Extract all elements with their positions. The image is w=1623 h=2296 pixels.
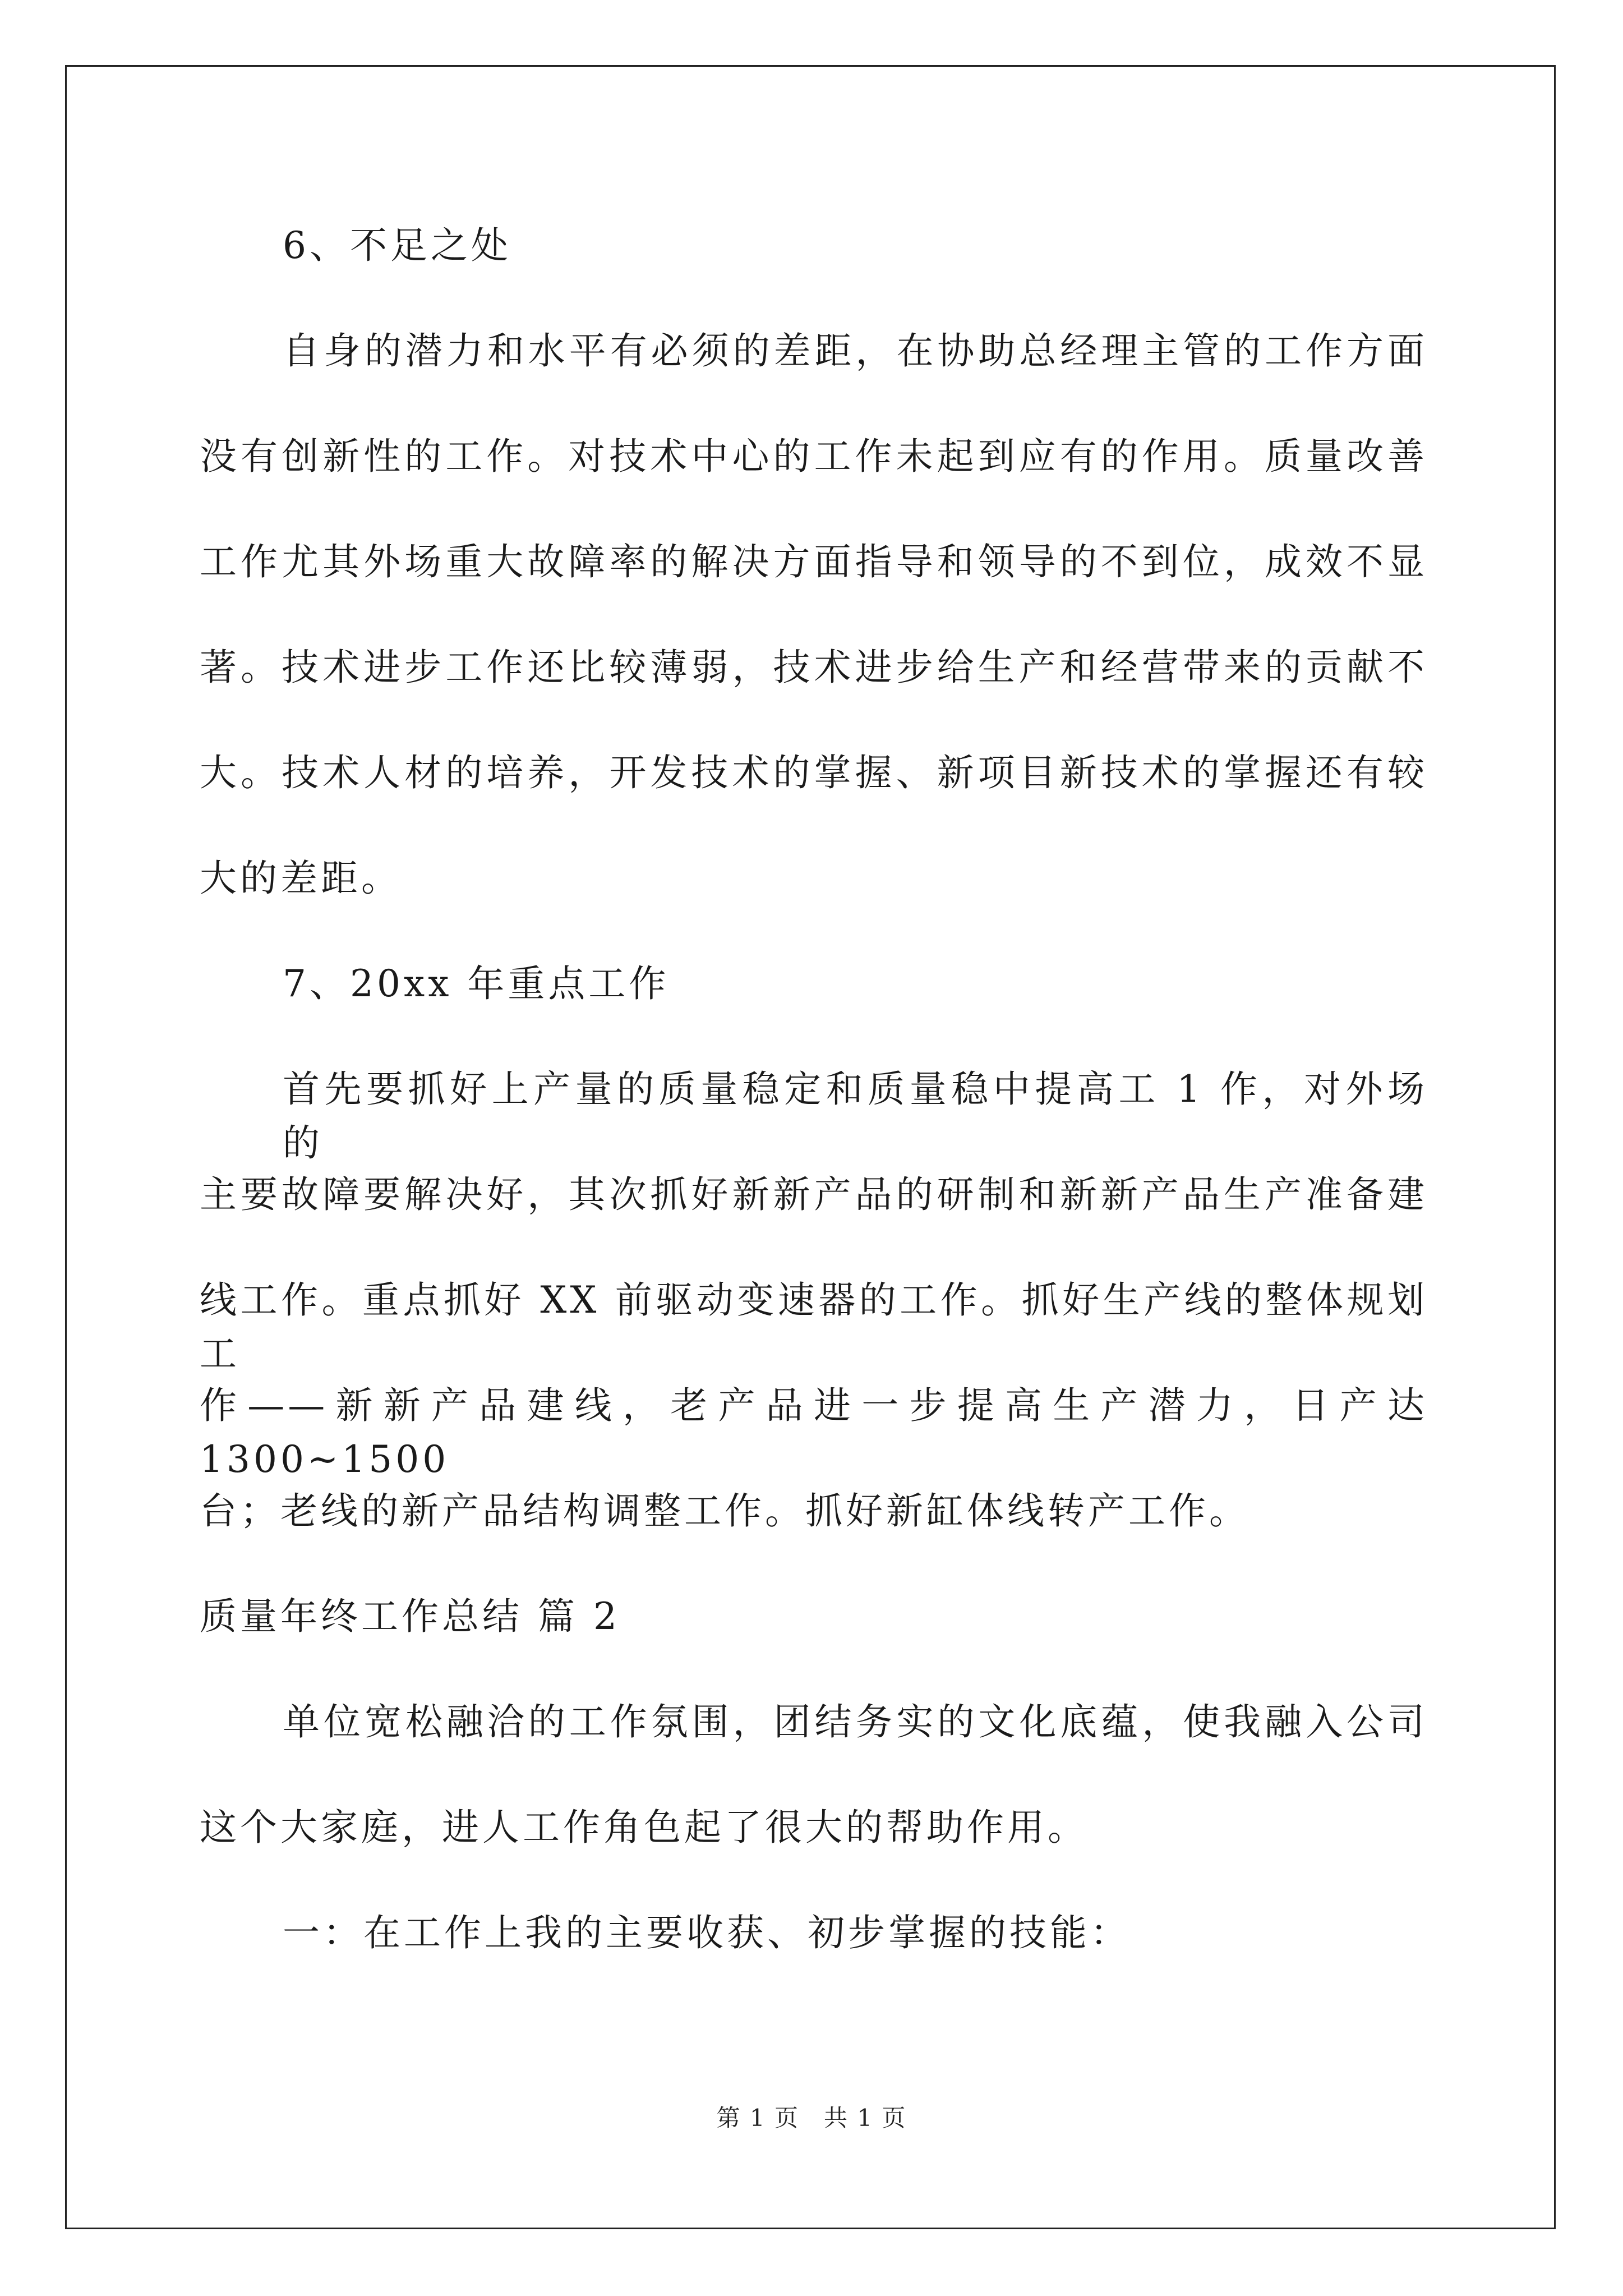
section-heading-6: 6、不足之处 — [283, 224, 511, 267]
paragraph-line: 大。技术人材的培养，开发技术的掌握、新项目新技术的掌握还有较 — [200, 751, 1428, 794]
paragraph-line: 大的差距。 — [200, 857, 402, 900]
paragraph-line: 线工作。重点抓好 XX 前驱动变速器的工作。抓好生产线的整体规划工 — [200, 1278, 1428, 1375]
page-footer: 第 1 页 共 1 页 — [716, 2104, 907, 2132]
paragraph-line: 主要故障要解决好，其次抓好新新产品的研制和新新产品生产准备建 — [200, 1173, 1428, 1216]
paragraph-line: 著。技术进步工作还比较薄弱，技术进步给生产和经营带来的贡献不 — [200, 646, 1428, 689]
paragraph-line: 没有创新性的工作。对技术中心的工作未起到应有的作用。质量改善 — [200, 435, 1428, 478]
paragraph-line: 这个大家庭，进人工作角色起了很大的帮助作用。 — [200, 1806, 1088, 1849]
document-body — [200, 219, 1428, 1960]
paragraph-line: 自身的潜力和水平有必须的差距，在协助总经理主管的工作方面 — [283, 329, 1428, 372]
paragraph-line: 台；老线的新产品结构调整工作。抓好新缸体线转产工作。 — [200, 1489, 1249, 1533]
subsection-heading: 一：在工作上我的主要收获、初步掌握的技能： — [283, 1911, 1131, 1954]
article-title: 质量年终工作总结 篇 2 — [200, 1595, 620, 1638]
paragraph-line: 单位宽松融洽的工作氛围，团结务实的文化底蕴，使我融入公司 — [283, 1700, 1428, 1743]
paragraph-line: 作——新新产品建线，老产品进一步提高生产潜力，日产达 1300~1500 — [200, 1384, 1428, 1481]
paragraph-line: 首先要抓好上产量的质量稳定和质量稳中提高工 1 作，对外场的 — [283, 1068, 1428, 1165]
section-heading-7: 7、20xx 年重点工作 — [283, 962, 670, 1005]
paragraph-line: 工作尤其外场重大故障率的解决方面指导和领导的不到位，成效不显 — [200, 540, 1428, 583]
